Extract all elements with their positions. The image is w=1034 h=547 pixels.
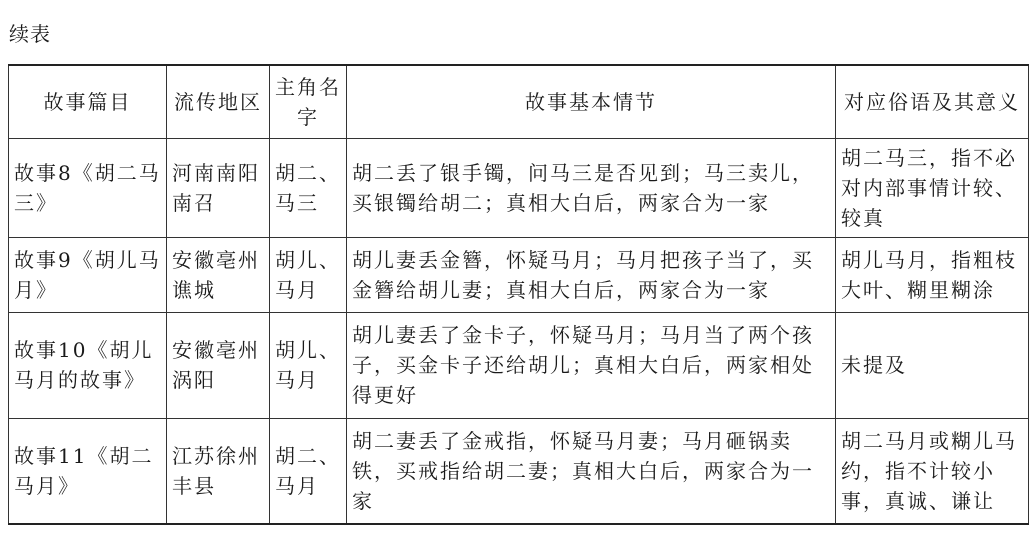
header-names: 主角名字 xyxy=(270,65,347,138)
header-title: 故事篇目 xyxy=(9,65,167,138)
cell-saying: 胡二马三，指不必对内部事情计较、较真 xyxy=(836,138,1029,237)
table-row xyxy=(9,138,1029,237)
header-saying: 对应俗语及其意义 xyxy=(836,65,1029,138)
cell-names: 胡二、马三 xyxy=(270,138,347,237)
table-row xyxy=(9,237,1029,312)
cell-names: 胡儿、马月 xyxy=(270,312,347,418)
cell-region: 江苏徐州丰县 xyxy=(167,418,270,524)
cell-plot: 胡二妻丢了金戒指，怀疑马月妻；马月砸锅卖铁，买戒指给胡二妻；真相大白后，两家合为一家 xyxy=(347,418,836,524)
cell-region: 安徽亳州涡阳 xyxy=(167,312,270,418)
table-header-row xyxy=(9,65,1029,138)
cell-title: 故事11《胡二马月》 xyxy=(9,418,167,524)
cell-saying: 胡儿马月，指粗枝大叶、糊里糊涂 xyxy=(836,237,1029,312)
cell-names: 胡二、马月 xyxy=(270,418,347,524)
cell-title: 故事10《胡儿马月的故事》 xyxy=(9,312,167,418)
cell-region: 河南南阳南召 xyxy=(167,138,270,237)
cell-plot: 胡儿妻丢了金卡子，怀疑马月；马月当了两个孩子，买金卡子还给胡儿；真相大白后，两家相处得更好 xyxy=(347,312,836,418)
header-region: 流传地区 xyxy=(167,65,270,138)
cell-plot: 胡儿妻丢金簪，怀疑马月；马月把孩子当了，买金簪给胡儿妻；真相大白后，两家合为一家 xyxy=(347,237,836,312)
table-row xyxy=(9,418,1029,524)
cell-title: 故事8《胡二马三》 xyxy=(9,138,167,237)
cell-names: 胡儿、马月 xyxy=(270,237,347,312)
cell-region: 安徽亳州谯城 xyxy=(167,237,270,312)
table-row xyxy=(9,312,1029,418)
cell-title: 故事9《胡儿马月》 xyxy=(9,237,167,312)
table-caption: 续表 xyxy=(9,22,51,46)
cell-plot: 胡二丢了银手镯，问马三是否见到；马三卖儿，买银镯给胡二；真相大白后，两家合为一家 xyxy=(347,138,836,237)
stories-table xyxy=(8,64,1029,525)
cell-saying: 胡二马月或糊儿马约，指不计较小事，真诚、谦让 xyxy=(836,418,1029,524)
cell-saying: 未提及 xyxy=(836,312,1029,418)
header-plot: 故事基本情节 xyxy=(347,65,836,138)
